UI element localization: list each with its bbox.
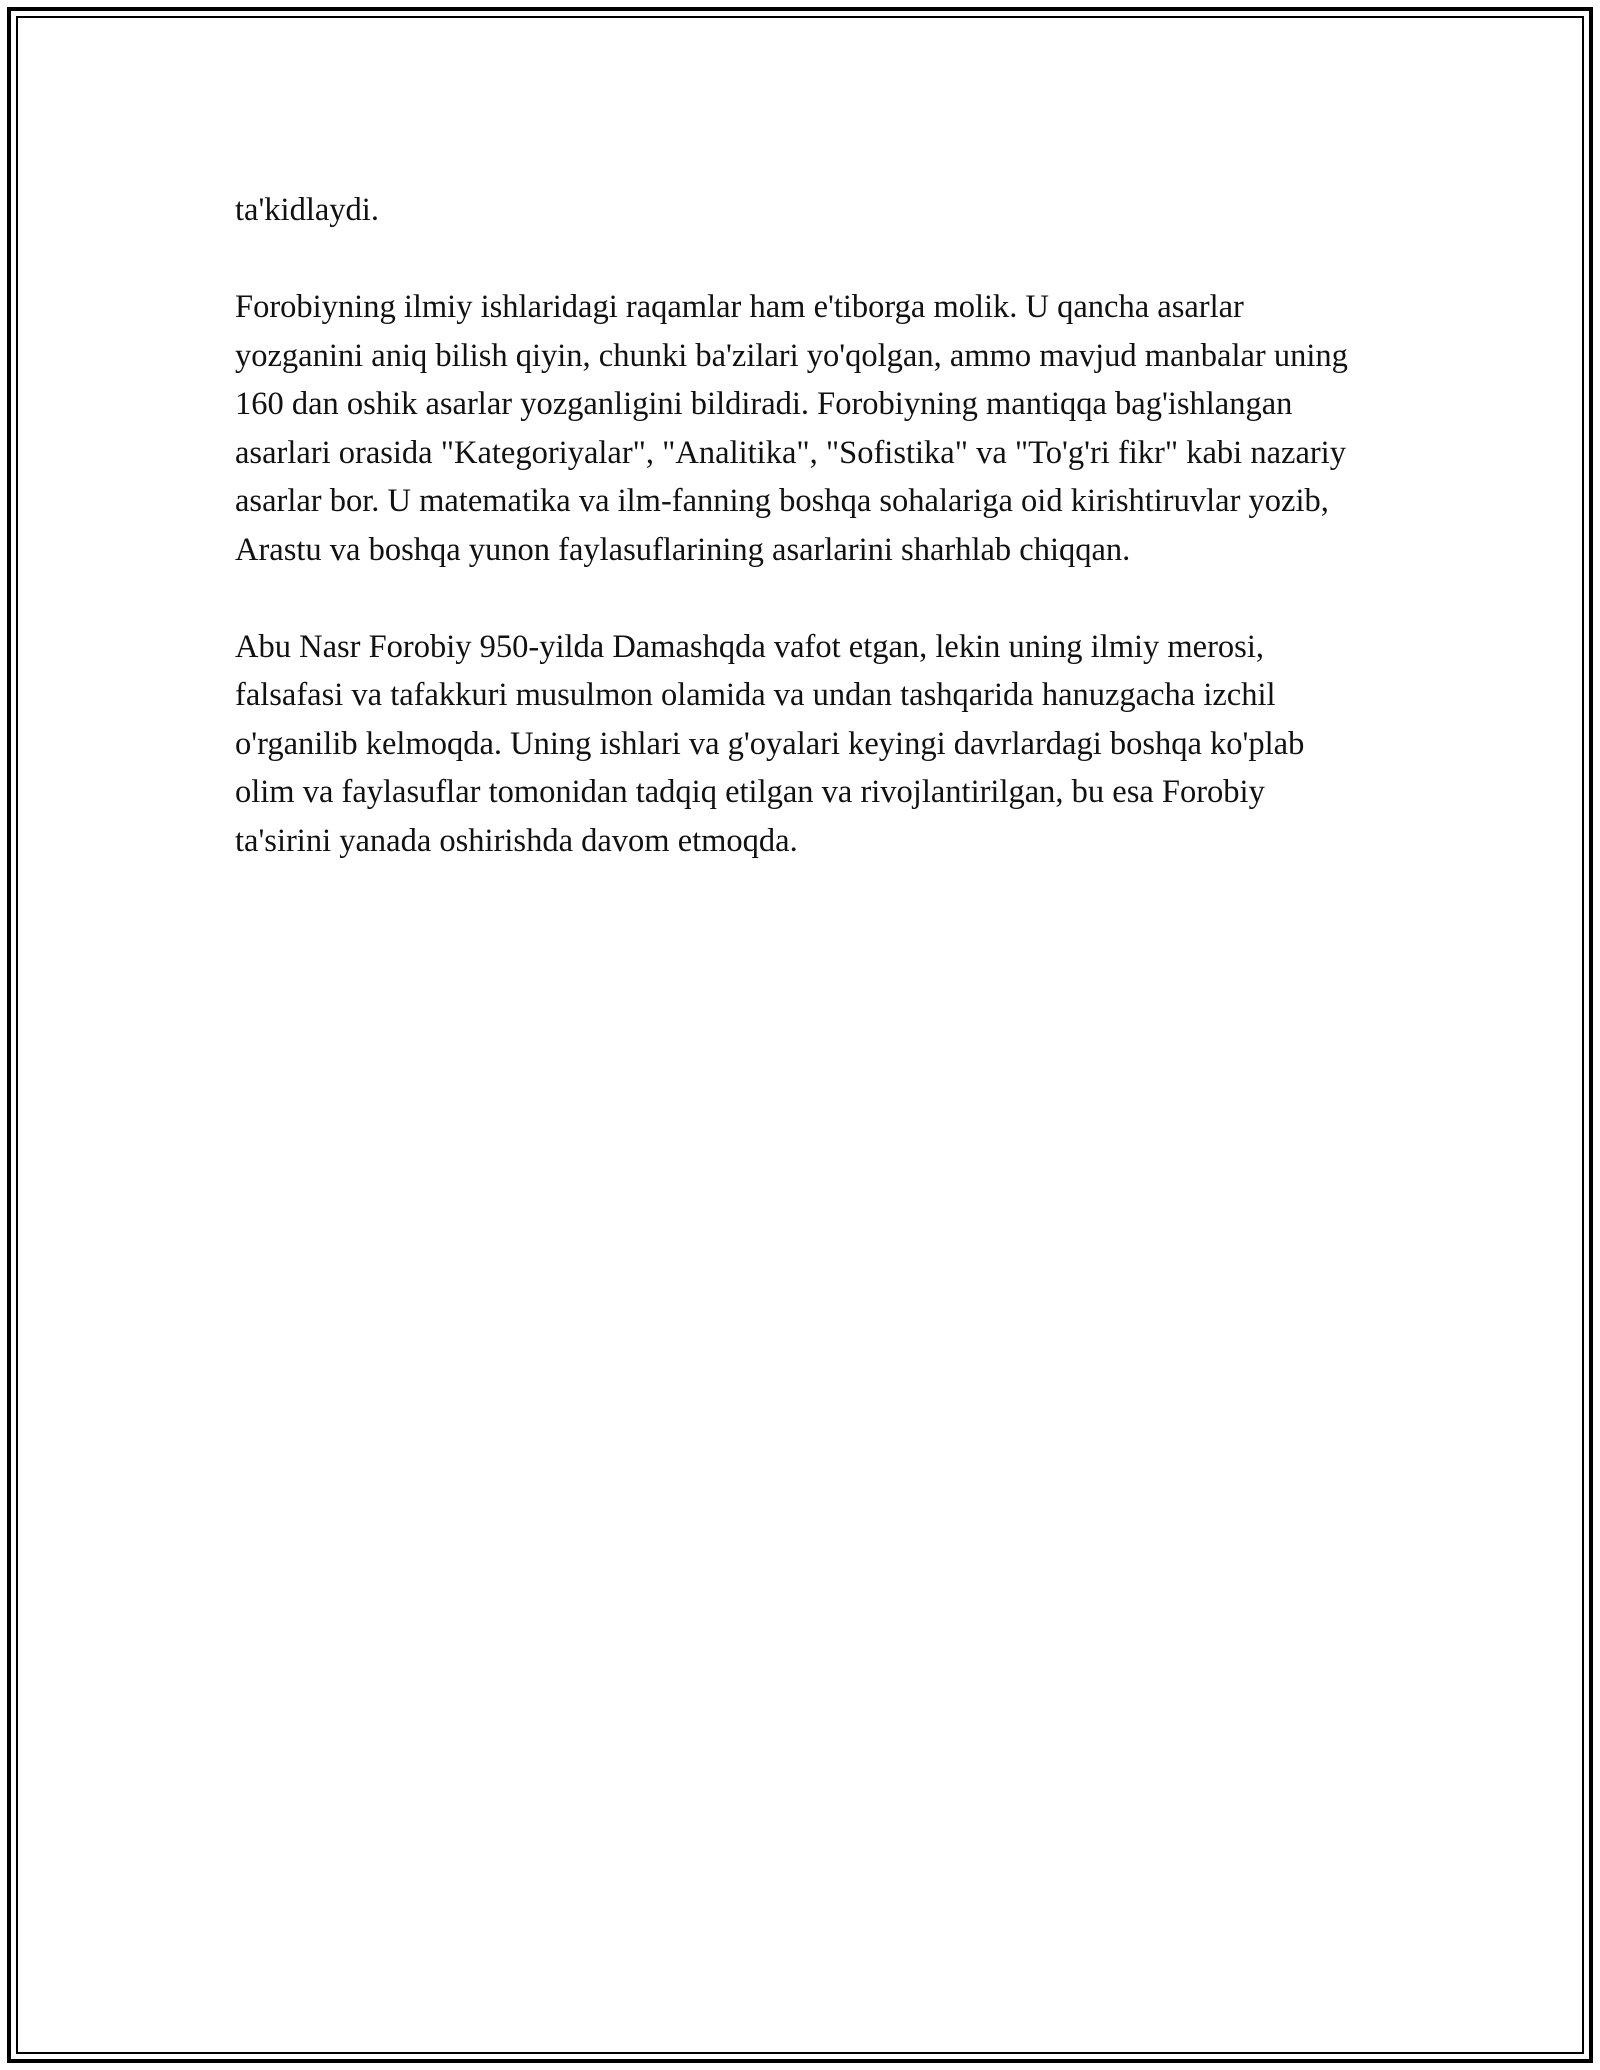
paragraph-3: Abu Nasr Forobiy 950-yilda Damashqda vafot etgan, lekin uning ilmiy merosi, falsafasi va tafakkuri musulmon olamida va undan tashqarida hanuzgacha izchil o'rganilib kelmoqda. Uning ishlari va g'oyalari keyingi davrlardagi boshqa ko'plab olim va faylasuflar tomonidan tadqiq etilgan va rivojlantirilgan, bu esa Forobiy ta'sirini yanada oshirishda davom etmoqda. [235, 628, 1305, 859]
paragraph-2: Forobiyning ilmiy ishlaridagi raqamlar ham e'tiborga molik. U qancha asarlar yozganini aniq bilish qiyin, chunki ba'zilari yo'qolgan, ammo mavjud manbalar uning 160 dan oshik asarlar yozganligini bildiradi. Forobiyning mantiqqa bag'ishlangan asarlari orasida "Kategoriyalar", "Analitika", "Sofistika" va "To'g'ri fikr" kabi nazariy asarlar bor. U matematika va ilm-fanning boshqa sohalariga oid kirishtiruvlar yozib, Arastu va boshqa yunon faylasuflarining asarlarini sharhlab chiqqan. [235, 289, 1348, 568]
paragraph-1: ta'kidlaydi. [235, 192, 379, 228]
document-body [235, 186, 1365, 914]
